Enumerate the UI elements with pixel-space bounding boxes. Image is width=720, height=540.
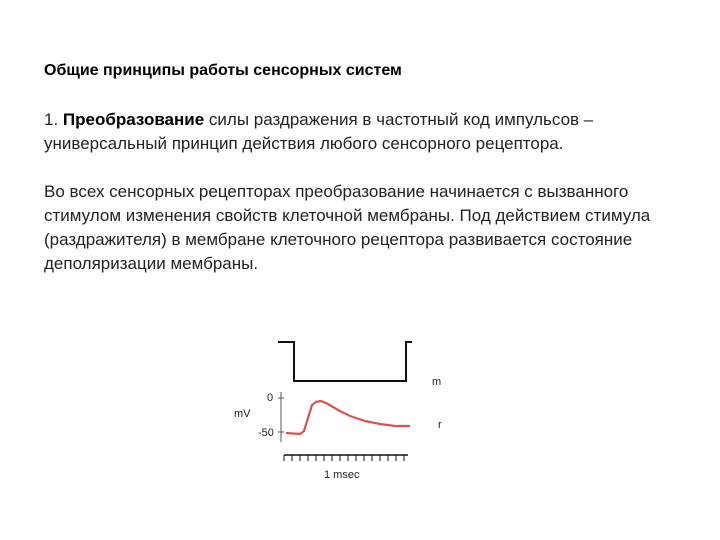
stimulus-label: m <box>432 376 442 388</box>
tick-label-minus50: -50 <box>258 427 274 439</box>
paragraph-1-bold: Преобразование <box>62 110 205 129</box>
unit-label-mv: mV <box>234 408 251 420</box>
stimulus-trace <box>278 342 412 381</box>
paragraph-1 <box>44 108 694 156</box>
response-label: r <box>438 419 442 431</box>
time-axis-ticks <box>284 455 404 461</box>
paragraph-2: Во всех сенсорных рецепторах преобразование начинается с вызванного стимулом изменения свойств клеточной мембраны. Под действием стимула (раздражителя) в мембране клеточного рецептора развивается состояние деполяризации мембраны. <box>44 182 651 273</box>
response-trace <box>286 401 410 434</box>
receptor-potential-figure <box>220 330 460 490</box>
tick-label-0: 0 <box>267 392 274 404</box>
time-scale-label: 1 msec <box>324 469 360 481</box>
paragraph-1-rest: силы раздражения в частотный код импульсов – универсальный принцип действия любого сенсорного рецептора. <box>44 110 594 153</box>
paragraph-1-number: 1. <box>44 110 59 129</box>
slide-title: Общие принципы работы сенсорных систем <box>44 62 402 79</box>
